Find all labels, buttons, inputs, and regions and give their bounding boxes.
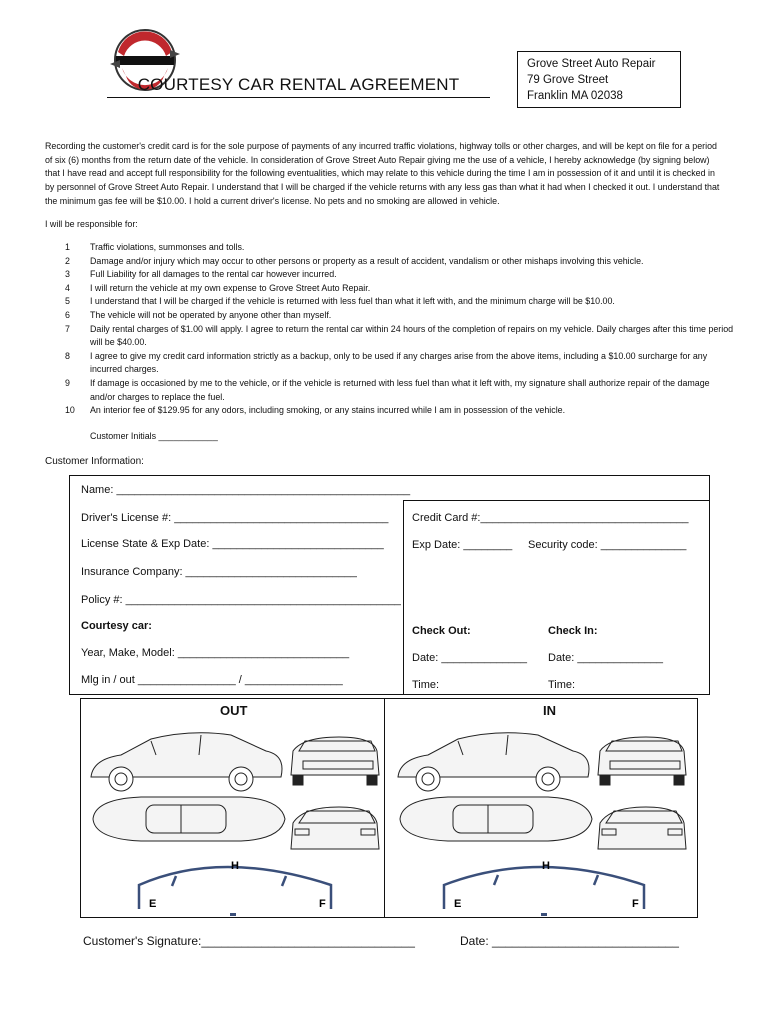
out-gauge-f-label: F	[319, 898, 326, 910]
list-item-number: 6	[65, 309, 70, 320]
list-item	[45, 268, 735, 282]
customer-initials-line[interactable]: Customer Initials ____________	[90, 431, 218, 441]
list-item-text: An interior fee of $129.95 for any odors, including smoking, or any stains incurred while I am in possession of the vehicle.	[90, 405, 566, 416]
list-item	[45, 323, 735, 350]
credit-card-field[interactable]: Credit Card #:__________________________________	[412, 512, 689, 524]
list-item-text: Traffic violations, summonses and tolls.	[90, 242, 245, 252]
signature-date-line[interactable]: Date: ____________________________	[460, 934, 679, 948]
list-item-number: 4	[65, 282, 70, 293]
list-item-number: 5	[65, 296, 70, 307]
in-gauge-e-label: E	[454, 898, 462, 910]
page-title: COURTESY CAR RENTAL AGREEMENT	[107, 75, 490, 98]
in-gauge-h-label: H	[542, 860, 550, 872]
exp-date-field[interactable]: Exp Date: ________	[412, 539, 513, 551]
check-in-date-field[interactable]: Date: ______________	[548, 652, 663, 664]
out-car-side-icon	[91, 733, 282, 791]
in-gauge-f-label: F	[632, 898, 639, 910]
out-label: OUT	[220, 703, 248, 718]
out-car-top-icon	[93, 797, 285, 841]
year-make-model-field[interactable]: Year, Make, Model: ____________________________	[81, 647, 350, 659]
list-item	[45, 377, 735, 404]
in-vehicle-panel	[388, 699, 697, 917]
list-item	[45, 350, 735, 377]
list-item-text: I agree to give my credit card information strictly as a backup, only to be used if any charges arise from the above items, including a $10.00 surcharge for any incurred charges.	[90, 350, 708, 375]
out-gauge-h-label: H	[231, 860, 239, 872]
security-code-field[interactable]: Security code: ______________	[528, 539, 687, 551]
out-car-rear-icon	[291, 807, 379, 849]
responsibilities-list	[45, 241, 735, 418]
vehicle-condition-diagram	[80, 698, 698, 918]
customer-info-form	[69, 475, 710, 695]
check-out-heading: Check Out:	[412, 625, 471, 637]
out-car-front-icon	[291, 737, 379, 785]
in-car-side-icon	[398, 733, 589, 791]
check-out-time-field[interactable]: Time:	[412, 679, 440, 691]
list-item	[45, 309, 735, 323]
out-fuel-gauge	[139, 867, 331, 916]
shop-name: Grove Street Auto Repair	[527, 58, 656, 70]
out-vehicle-panel	[81, 699, 384, 917]
list-item	[45, 255, 735, 269]
in-car-rear-icon	[598, 807, 686, 849]
list-item	[45, 404, 735, 418]
in-car-front-icon	[598, 737, 686, 785]
list-item-text: If damage is occasioned by me to the vehicle, or if the vehicle is returned with less fuel than what it left with, my signature shall authorize repair of the damage and/or charges to replace the fuel.	[90, 377, 710, 402]
in-car-top-icon	[400, 797, 592, 841]
customer-signature-line[interactable]: Customer's Signature:________________________________	[83, 934, 415, 948]
list-item-text: Daily rental charges of $1.00 will apply. I agree to return the rental car within 24 hours of the completion of repairs on my vehicle. Daily charges after this time period will be $40.00.	[90, 323, 734, 348]
list-item-number: 8	[65, 350, 70, 361]
policy-number-field[interactable]: Policy #: _____________________________________________	[81, 594, 401, 606]
check-out-date-field[interactable]: Date: ______________	[412, 652, 527, 664]
check-in-time-field[interactable]: Time:	[548, 679, 576, 691]
courtesy-car-heading: Courtesy car:	[81, 620, 152, 632]
list-item-number: 7	[65, 323, 70, 334]
name-field[interactable]: Name: ________________________________________________	[81, 484, 411, 496]
drivers-license-field[interactable]: Driver's License #: ___________________________________	[81, 512, 389, 524]
out-gauge-e-label: E	[149, 898, 157, 910]
in-label: IN	[543, 703, 556, 718]
mileage-field[interactable]: Mlg in / out ________________ / ________________	[81, 674, 343, 686]
intro-paragraph: Recording the customer's credit card is for the sole purpose of payments of any incurred traffic violations, highway tolls or other charges, and will be kept on file for a period of six (6) months from the return date of the vehicle. In consideration of Grove Street Auto Repair giving me the use of a vehicle, I hereby acknowledge (by signing below) that I have read and accept full responsibility for the following eventualities, which may relate to this vehicle during the time I am in possession of it and until it is checked in by personnel of Grove Street Auto Repair. I understand that I will be charged if the vehicle returns with any less gas than what it had when I checked it out. I understand that the minimum gas fee will be $10.00. I hold a current driver's license. No pets and no smoking are allowed in vehicle.	[45, 141, 720, 206]
list-item-text: The vehicle will not be operated by anyone other than myself.	[90, 309, 332, 320]
responsibilities-label: I will be responsible for:	[45, 219, 138, 229]
list-item-text: Damage and/or injury which may occur to other persons or property as a result of accident, vandalism or other mishaps involving this vehicle.	[90, 255, 644, 266]
list-item-number: 2	[65, 255, 70, 266]
shop-city: Franklin MA 02038	[527, 90, 623, 102]
customer-info-label: Customer Information:	[45, 456, 144, 467]
diagram-divider	[384, 699, 385, 917]
list-item-text: Full Liability for all damages to the rental car however incurred.	[90, 269, 337, 280]
form-column-divider	[403, 500, 404, 694]
list-item-text: I understand that I will be charged if the vehicle is returned with less fuel than what it left with, and the minimum charge will be $10.00.	[90, 296, 615, 307]
in-fuel-gauge	[444, 867, 644, 916]
form-right-top-border	[403, 500, 709, 501]
shop-street: 79 Grove Street	[527, 74, 609, 86]
shop-address-box	[517, 51, 681, 108]
list-item	[45, 282, 735, 296]
license-state-exp-field[interactable]: License State & Exp Date: ____________________________	[81, 538, 384, 550]
check-in-heading: Check In:	[548, 625, 598, 637]
list-item-number: 10	[65, 405, 75, 416]
list-item-number: 3	[65, 269, 70, 280]
list-item	[45, 295, 735, 309]
list-item-number: 9	[65, 377, 70, 388]
insurance-company-field[interactable]: Insurance Company: ____________________________	[81, 566, 357, 578]
list-item-text: I will return the vehicle at my own expense to Grove Street Auto Repair.	[90, 282, 371, 293]
list-item	[45, 241, 735, 255]
list-item-number: 1	[65, 242, 70, 252]
